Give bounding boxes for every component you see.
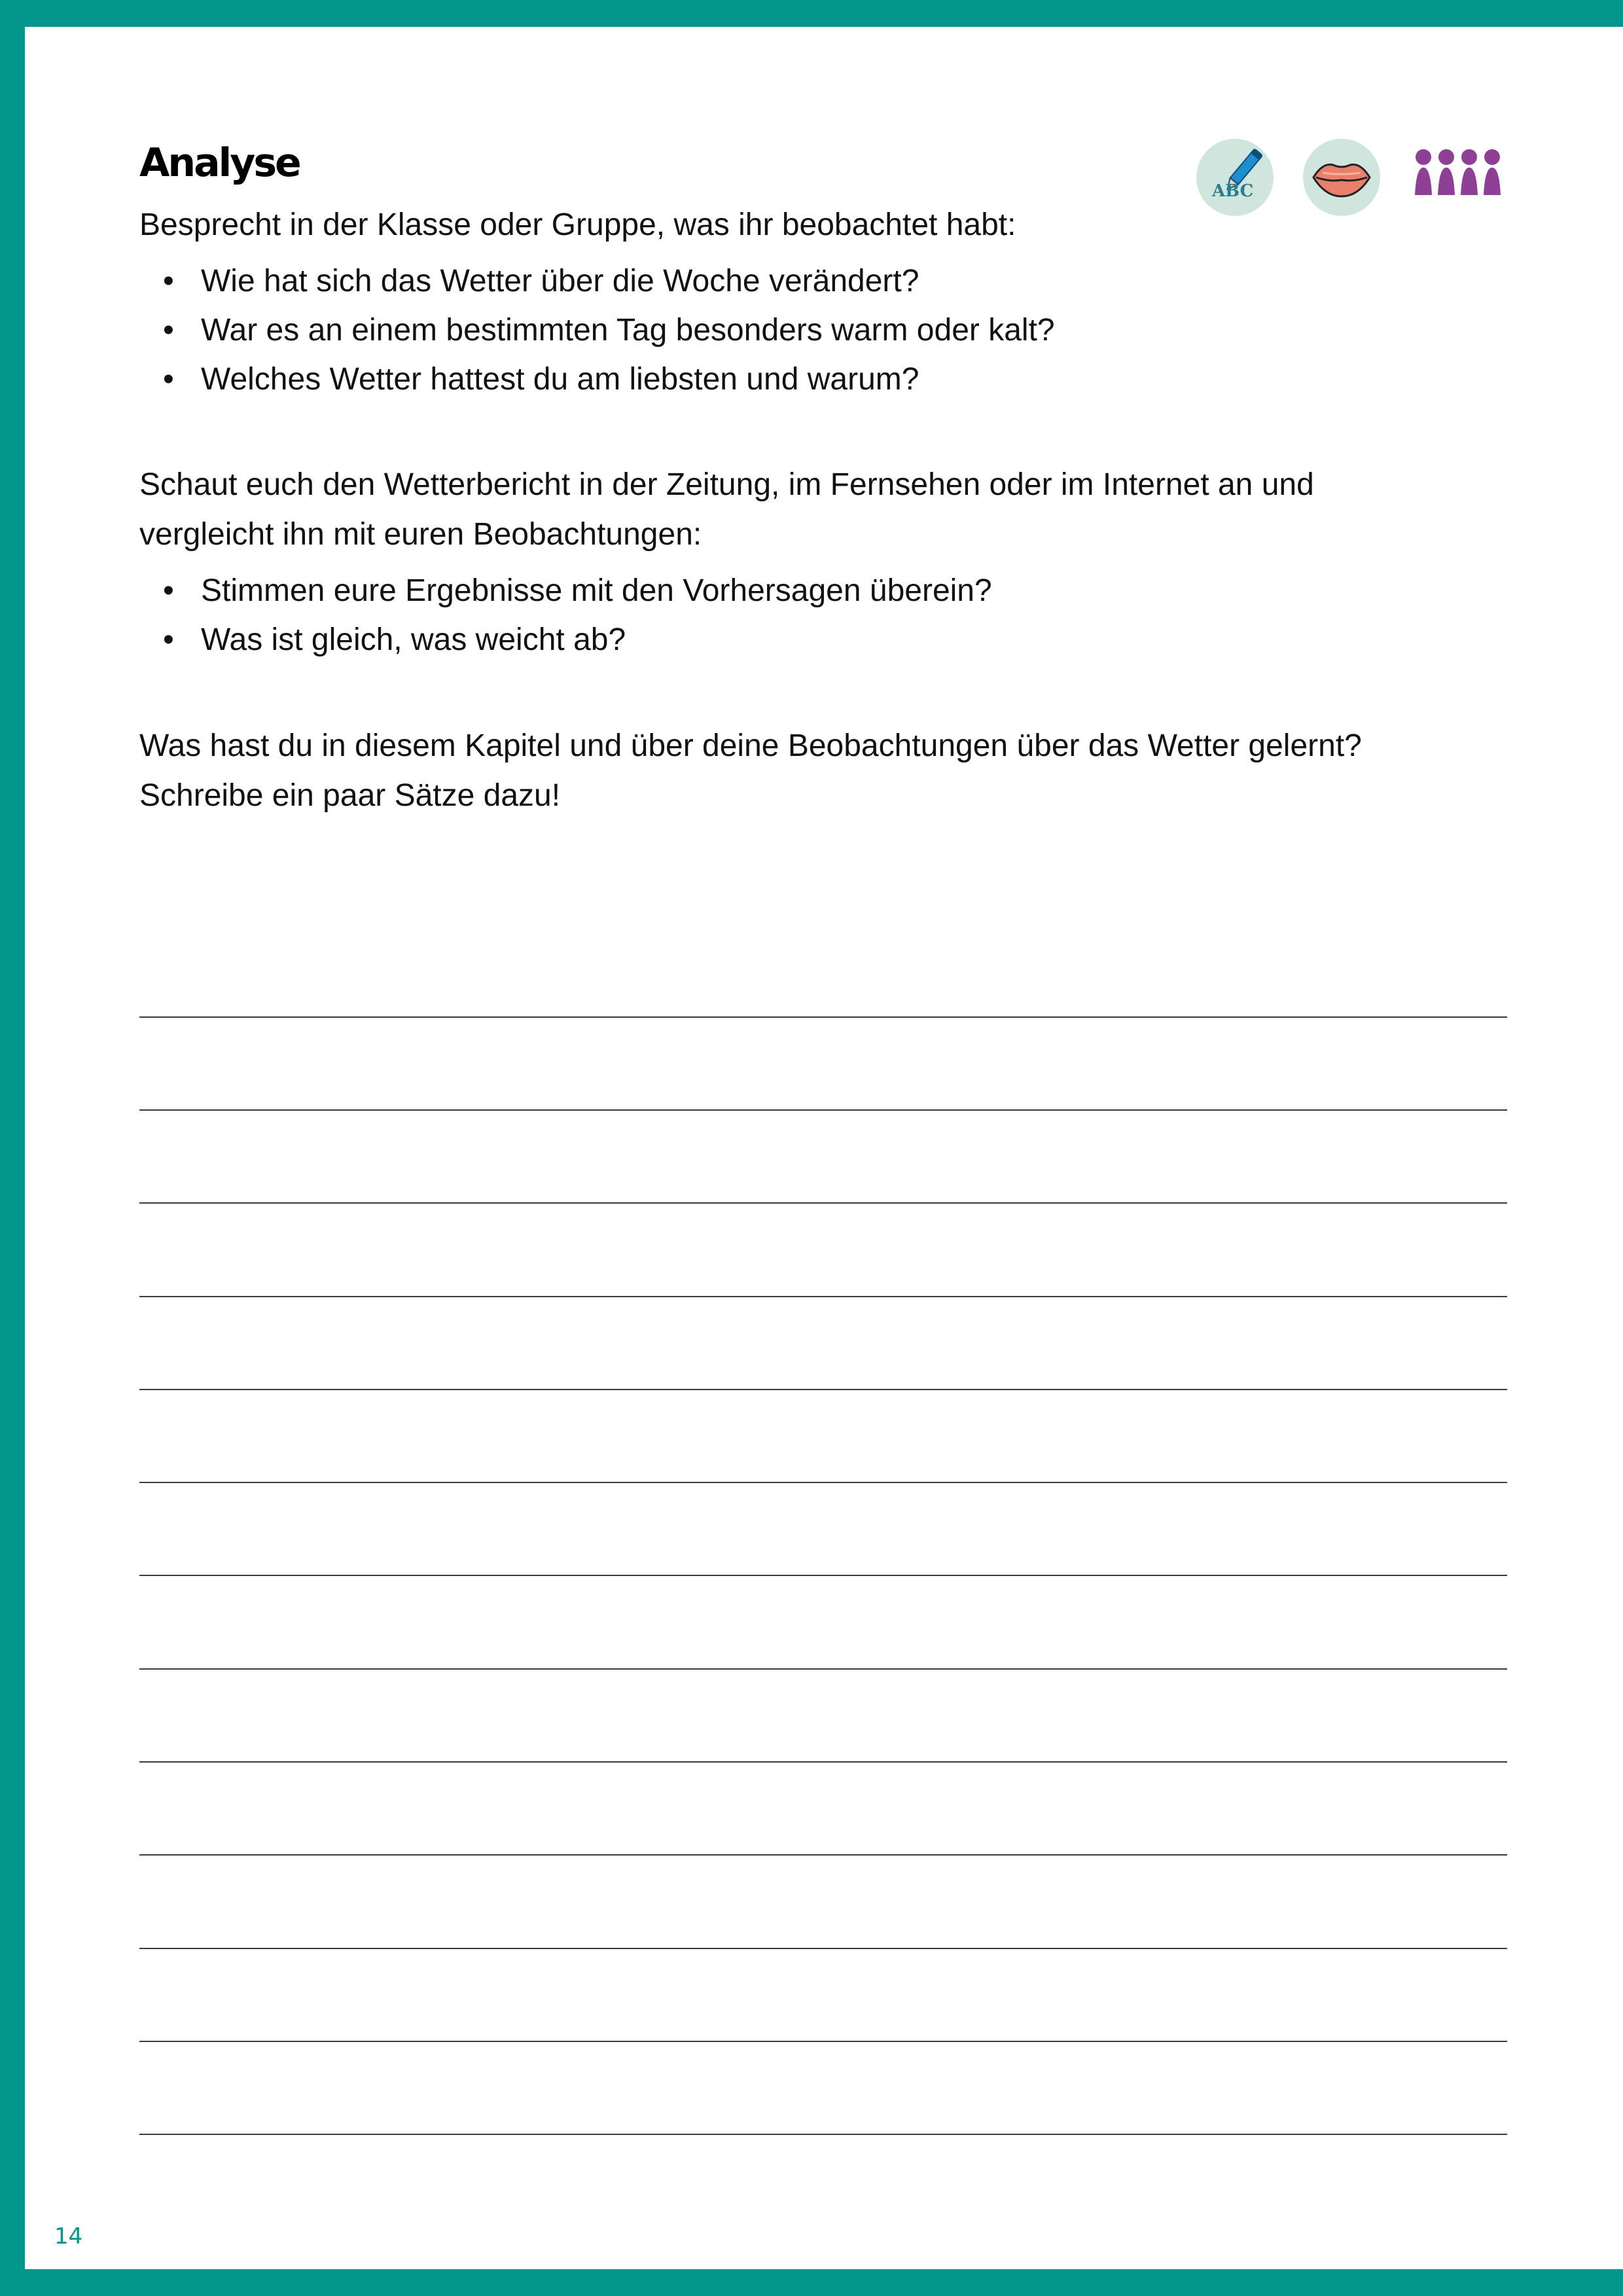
reflection-line-1: Was hast du in diesem Kapitel und über deine Beobachtungen über das Wetter gelernt?	[139, 728, 1362, 763]
weather-report-intro-line-2: vergleicht ihn mit euren Beobachtungen:	[139, 517, 702, 552]
writing-line[interactable]	[139, 925, 1507, 1018]
writing-line[interactable]	[139, 1298, 1507, 1390]
group-icon	[1412, 148, 1504, 204]
writing-line[interactable]	[139, 1484, 1507, 1577]
comparison-list	[139, 566, 1514, 664]
page-frame-left	[0, 0, 25, 2296]
page-title: Analyse	[139, 140, 300, 186]
page-frame-top	[0, 0, 1623, 27]
writing-line[interactable]	[139, 2043, 1507, 2135]
writing-line[interactable]	[139, 1205, 1507, 1297]
list-item: • Was ist gleich, was weicht ab?	[139, 615, 1514, 664]
page-frame-bottom	[0, 2269, 1623, 2296]
discussion-intro: Besprecht in der Klasse oder Gruppe, was ihr beobachtet habt:	[139, 207, 1016, 242]
section-weather-report	[139, 460, 1514, 664]
writing-line[interactable]	[139, 1112, 1507, 1204]
discussion-list	[139, 257, 1514, 404]
writing-line[interactable]	[139, 1391, 1507, 1483]
writing-line[interactable]	[139, 1857, 1507, 1949]
list-item: • War es an einem bestimmten Tag besonders warm oder kalt?	[139, 306, 1514, 355]
writing-area[interactable]	[139, 925, 1507, 2135]
section-reflection	[139, 721, 1514, 821]
svg-text:ABC: ABC	[1212, 181, 1254, 201]
section-discussion	[139, 200, 1514, 404]
page-number: 14	[54, 2223, 83, 2250]
writing-line[interactable]	[139, 1670, 1507, 1763]
writing-line[interactable]	[139, 1950, 1507, 2042]
writing-line[interactable]	[139, 1577, 1507, 1670]
list-item: • Wie hat sich das Wetter über die Woche verändert?	[139, 257, 1514, 306]
weather-report-intro-line-1: Schaut euch den Wetterbericht in der Zeitung, im Fernsehen oder im Internet an und	[139, 467, 1314, 502]
writing-line[interactable]	[139, 1764, 1507, 1856]
list-item: • Welches Wetter hattest du am liebsten und warum?	[139, 355, 1514, 404]
list-item: • Stimmen eure Ergebnisse mit den Vorhersagen überein?	[139, 566, 1514, 615]
reflection-line-2: Schreibe ein paar Sätze dazu!	[139, 778, 561, 813]
writing-line[interactable]	[139, 1018, 1507, 1111]
